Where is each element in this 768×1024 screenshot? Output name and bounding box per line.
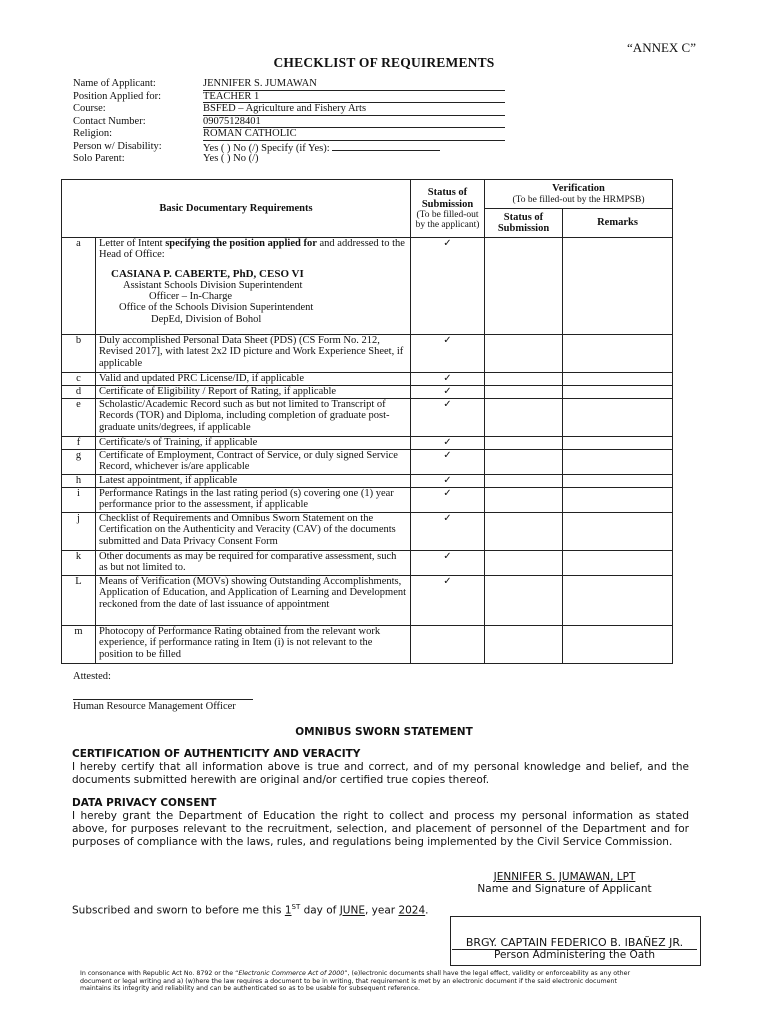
ver-status-cell (485, 475, 563, 488)
row-letter: i (62, 488, 96, 513)
cav-text: I hereby certify that all information above is true and correct, and of my personal knowledge and belief, and the documents submitted herewith are original and/or certified true copies thereof. (72, 761, 689, 786)
status-check: ✓ (411, 576, 485, 626)
row-letter: d (62, 386, 96, 399)
table-row (62, 626, 673, 664)
footnote-text: In consonance with Republic Act No. 8792 or the “ (80, 970, 239, 977)
office-line: Assistant Schools Division Superintendent (123, 279, 303, 291)
privacy-heading: DATA PRIVACY CONSENT (72, 797, 217, 809)
footnote-italic: Electronic Commerce Act of 2000 (238, 970, 345, 977)
sworn-text: day of (300, 904, 340, 917)
info-value (203, 141, 505, 154)
sworn-year: 2024 (398, 904, 426, 917)
row-text: Certificate of Employment, Contract of Service, or duly signed Service Record, whichever is/are applicable (96, 450, 411, 475)
ver-status-cell (485, 513, 563, 551)
sworn-day-suffix: ST (291, 903, 301, 911)
remarks-cell (563, 576, 673, 626)
info-row (73, 116, 505, 129)
office-line: DepEd, Division of Bohol (151, 313, 262, 325)
info-value-text: BSFED – Agriculture and Fishery Arts (203, 103, 367, 114)
status-check: ✓ (411, 551, 485, 576)
row-text: Latest appointment, if applicable (96, 475, 411, 488)
ver-status-cell (485, 450, 563, 475)
sworn-text: , year (364, 904, 399, 917)
info-label: Religion: (73, 128, 113, 139)
row-letter: f (62, 437, 96, 450)
page-title: CHECKLIST OF REQUIREMENTS (273, 55, 495, 70)
row-letter: m (62, 626, 96, 664)
header-status-note: (To be filled-out by the applicant) (415, 209, 480, 230)
sworn-text: . (425, 904, 429, 917)
status-check: ✓ (411, 373, 485, 386)
table-row (62, 551, 673, 576)
row-text: Photocopy of Performance Rating obtained from the relevant work experience, if performance rating in Item (i) is not relevant to the position to be filled (96, 626, 411, 664)
info-value (203, 153, 505, 166)
cav-section (72, 748, 689, 787)
table-row (62, 513, 673, 551)
row-letter: j (62, 513, 96, 551)
remarks-cell (563, 335, 673, 373)
row-text: Other documents as may be required for comparative assessment, such as but not limited to. (96, 551, 411, 576)
table-row (62, 475, 673, 488)
info-value (203, 91, 505, 104)
remarks-cell (563, 475, 673, 488)
oath-administrator-role: Person Administering the Oath (494, 949, 655, 961)
ver-status-cell (485, 238, 563, 335)
row-text (96, 238, 411, 335)
remarks-cell (563, 399, 673, 437)
info-value (203, 78, 505, 91)
hr-officer-label: Human Resource Management Officer (73, 701, 236, 712)
status-check: ✓ (411, 488, 485, 513)
table-row (62, 437, 673, 450)
info-label: Course: (73, 103, 106, 114)
row-text: Checklist of Requirements and Omnibus Sworn Statement on the Certification on the Authenticity and Veracity (CAV) of the documents submitted and Data Privacy Consent Form (96, 513, 411, 551)
info-row (73, 141, 505, 154)
header-remarks: Remarks (563, 209, 673, 238)
ver-status-cell (485, 373, 563, 386)
remarks-cell (563, 238, 673, 335)
info-label: Person w/ Disability: (73, 140, 162, 152)
status-check: ✓ (411, 513, 485, 551)
row-letter: h (62, 475, 96, 488)
ver-status-cell (485, 335, 563, 373)
status-check: ✓ (411, 450, 485, 475)
requirements-table (61, 179, 673, 664)
info-value (203, 128, 505, 141)
info-label: Solo Parent: (73, 153, 125, 164)
ver-status-cell (485, 576, 563, 626)
info-value-text: JENNIFER S. JUMAWAN (203, 78, 317, 89)
row-letter: b (62, 335, 96, 373)
table-row (62, 238, 673, 335)
applicant-signature (472, 871, 657, 895)
cav-heading: CERTIFICATION OF AUTHENTICITY AND VERACITY (72, 748, 361, 760)
remarks-cell (563, 513, 673, 551)
table-row (62, 576, 673, 626)
table-row (62, 450, 673, 475)
applicant-signature-label: Name and Signature of Applicant (477, 883, 652, 895)
header-status (411, 180, 485, 238)
applicant-signature-name: JENNIFER S. JUMAWAN, LPT (493, 871, 636, 883)
status-check (411, 626, 485, 664)
table-row (62, 399, 673, 437)
office-address (99, 269, 407, 325)
row-text: Duly accomplished Personal Data Sheet (PDS) (CS Form No. 212, Revised 2017], with latest 2x2 ID picture and Work Experience Sheet, if applicable (96, 335, 411, 373)
footnote-text: ”, (e)lectronic documents shall have the legal effect, validity or enforceability as any other document or legal writing and a) (w)here the law requires a document to be in writing, that requirement is met by an electronic document if the said electronic document maintains its integrity and reliability and can be authenticated so as to be usable for subsequent reference. (80, 970, 631, 993)
info-row (73, 128, 505, 141)
status-check: ✓ (411, 399, 485, 437)
status-check: ✓ (411, 238, 485, 335)
info-row (73, 78, 505, 91)
footnote (80, 970, 640, 993)
applicant-info (73, 78, 505, 166)
header-ver-status: Status of Submission (485, 209, 563, 238)
remarks-cell (563, 386, 673, 399)
table-row (62, 335, 673, 373)
office-line: Officer – In-Charge (149, 291, 232, 303)
info-label: Name of Applicant: (73, 78, 156, 89)
sworn-day: 1 (284, 904, 292, 917)
ver-status-cell (485, 626, 563, 664)
specify-blank (332, 141, 440, 151)
signature-line (73, 699, 253, 700)
table-row (62, 386, 673, 399)
sworn-text: Subscribed and sworn to before me this (72, 904, 285, 917)
office-line: Office of the Schools Division Superintendent (119, 302, 314, 314)
row-letter: e (62, 399, 96, 437)
sworn-month: JUNE (339, 904, 365, 917)
info-value-text: ROMAN CATHOLIC (203, 128, 297, 139)
info-value-text: Yes ( ) No (/) Specify (if Yes): (203, 142, 330, 154)
info-value-text: TEACHER 1 (203, 90, 260, 102)
row-text: Valid and updated PRC License/ID, if applicable (96, 373, 411, 386)
header-verification-label: Verification (552, 183, 605, 195)
attested-label: Attested: (73, 671, 111, 682)
remarks-cell (563, 373, 673, 386)
omnibus-title: OMNIBUS SWORN STATEMENT (295, 726, 473, 738)
remarks-cell (563, 437, 673, 450)
row-text: Scholastic/Academic Record such as but not limited to Transcript of Records (TOR) and Diploma, including completion of graduate post-graduate units/degrees, if applicable (96, 399, 411, 437)
row-text-part: Letter of Intent (99, 238, 166, 249)
ver-status-cell (485, 551, 563, 576)
remarks-cell (563, 626, 673, 664)
annex-label: “ANNEX C” (627, 40, 696, 55)
info-value-text: Yes ( ) No (/) (203, 153, 259, 164)
ver-status-cell (485, 488, 563, 513)
header-verification-note: (To be filled-out by the HRMPSB) (512, 194, 645, 205)
info-value-text: 09075128401 (203, 115, 261, 127)
ver-status-cell (485, 437, 563, 450)
row-text-bold: specifying the position applied for (165, 238, 317, 249)
row-letter: g (62, 450, 96, 475)
oath-administrator-name: BRGY. CAPTAIN FEDERICO B. IBAÑEZ JR. (452, 936, 697, 950)
info-value (203, 116, 505, 129)
row-text: Certificate/s of Training, if applicable (96, 437, 411, 450)
remarks-cell (563, 488, 673, 513)
row-text: Certificate of Eligibility / Report of Rating, if applicable (96, 386, 411, 399)
row-letter: L (62, 576, 96, 626)
status-check: ✓ (411, 437, 485, 450)
ver-status-cell (485, 399, 563, 437)
header-verification (485, 180, 673, 209)
sworn-statement (72, 903, 429, 917)
info-value (203, 103, 505, 116)
row-letter: k (62, 551, 96, 576)
ver-status-cell (485, 386, 563, 399)
table-row (62, 488, 673, 513)
info-label: Position Applied for: (73, 90, 162, 102)
info-label: Contact Number: (73, 115, 146, 127)
status-check: ✓ (411, 475, 485, 488)
row-text-part: and addressed to the Head of Office: (99, 238, 405, 261)
row-letter: a (62, 238, 96, 335)
privacy-section (72, 797, 689, 849)
row-text: Performance Ratings in the last rating period (s) covering one (1) year performance prior to the assessment, if applicable (96, 488, 411, 513)
row-text: Means of Verification (MOVs) showing Outstanding Accomplishments, Application of Education, and Application of Learning and Development reckoned from the date of last issuance of appointment (96, 576, 411, 626)
info-row (73, 91, 505, 104)
header-status-label: Status of Submission (421, 187, 474, 210)
header-requirements: Basic Documentary Requirements (62, 180, 411, 238)
office-head-name: CASIANA P. CABERTE, PhD, CESO VI (111, 267, 304, 280)
info-row (73, 103, 505, 116)
row-letter: c (62, 373, 96, 386)
remarks-cell (563, 450, 673, 475)
table-row (62, 373, 673, 386)
privacy-text: I hereby grant the Department of Education the right to collect and process my personal information as stated above, for purposes relevant to the recruitment, selection, and placement of personnel of the Department and for purposes of compliance with the laws, rules, and regulations being implemented by the Civil Service Commission. (72, 810, 689, 848)
status-check: ✓ (411, 386, 485, 399)
remarks-cell (563, 551, 673, 576)
info-row (73, 153, 505, 166)
status-check: ✓ (411, 335, 485, 373)
